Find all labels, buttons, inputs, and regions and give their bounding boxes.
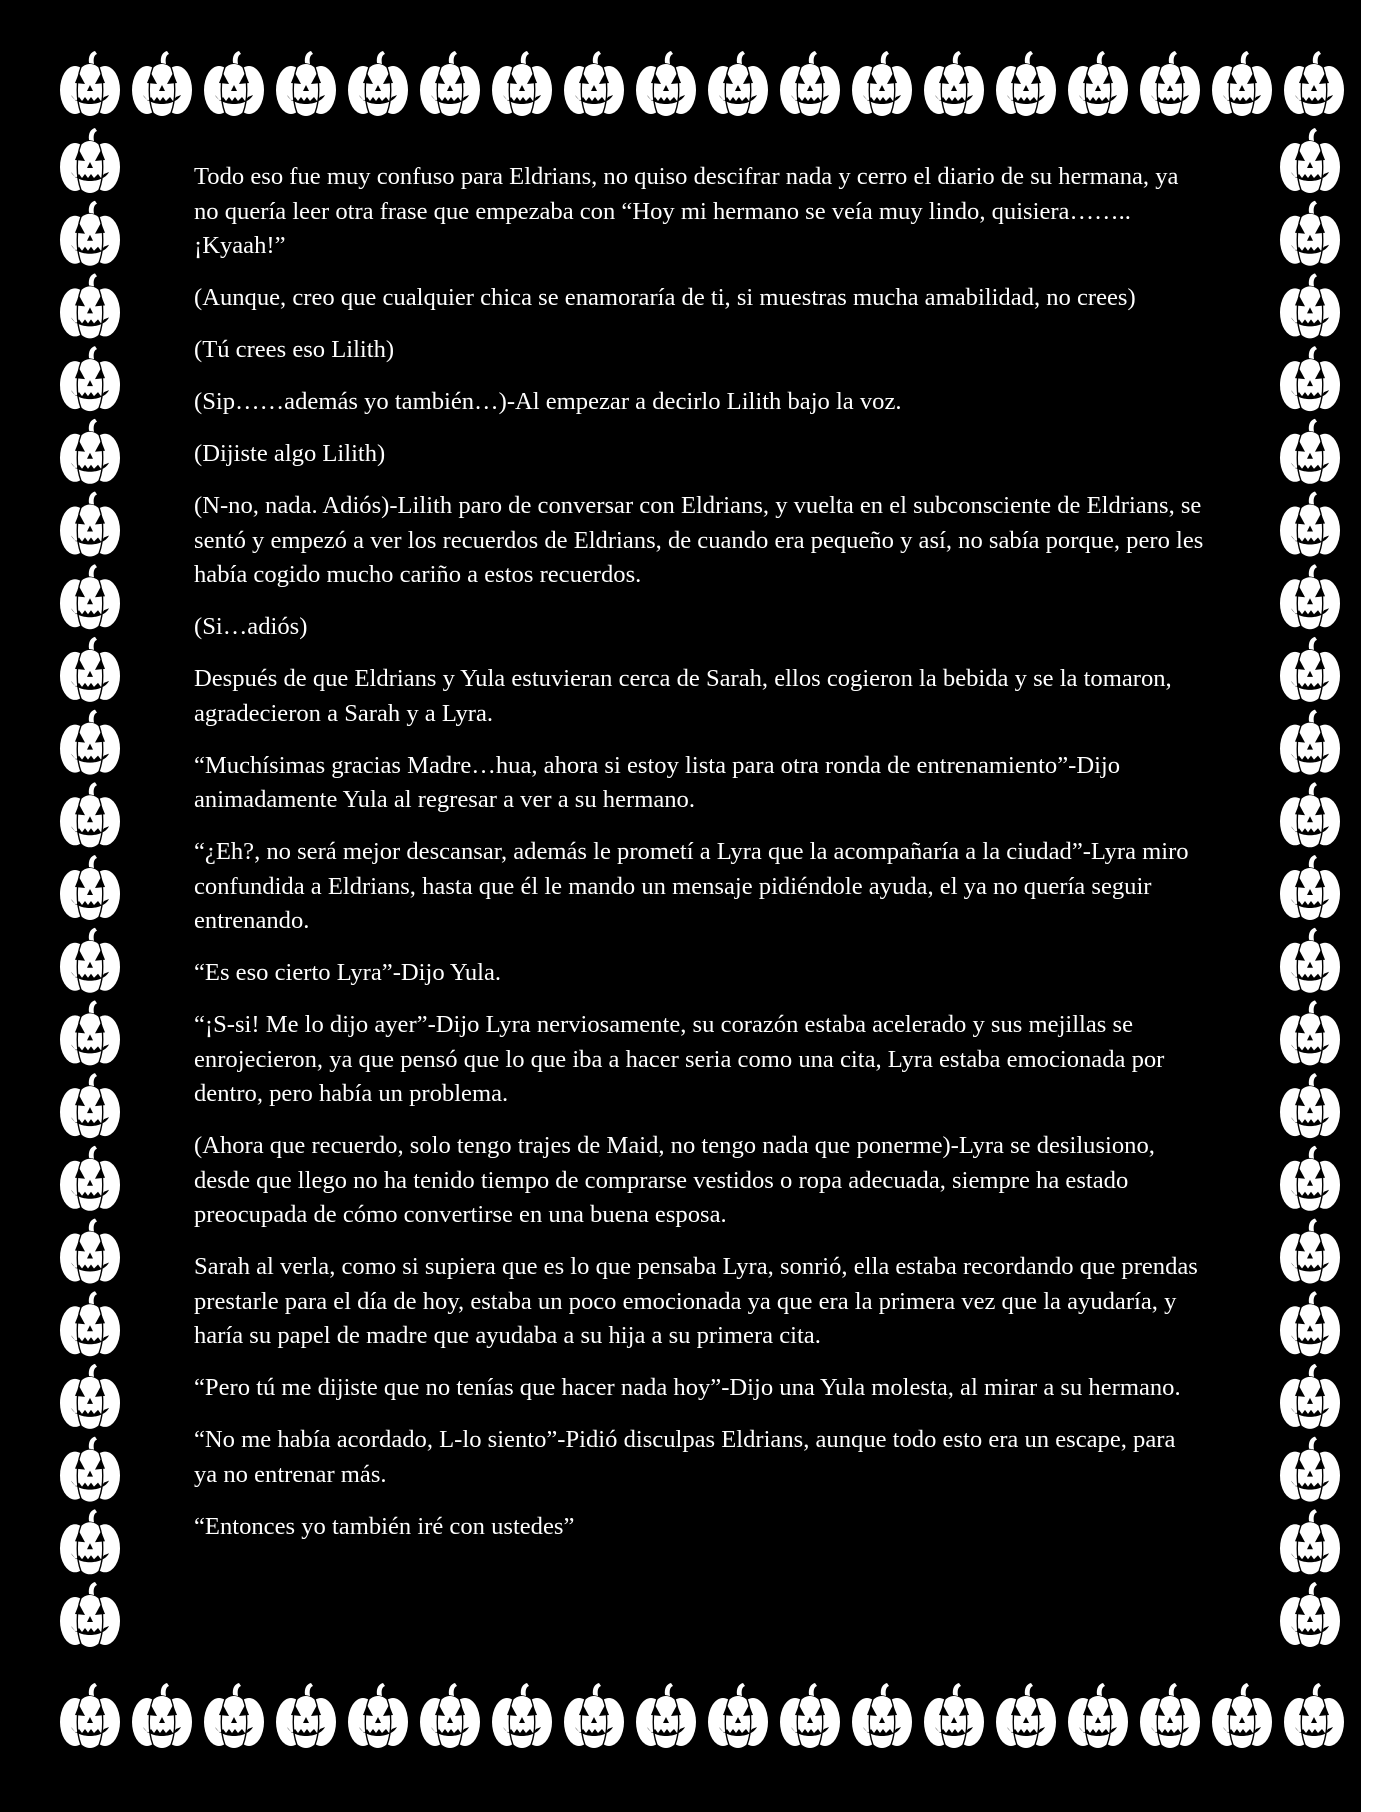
- jack-o-lantern-icon: [1068, 51, 1128, 116]
- jack-o-lantern-icon: [1284, 51, 1344, 116]
- jack-o-lantern-icon: [1280, 128, 1340, 193]
- jack-o-lantern-icon: [1212, 1683, 1272, 1748]
- jack-o-lantern-icon: [60, 1000, 120, 1065]
- jack-o-lantern-icon: [852, 51, 912, 116]
- jack-o-lantern-icon: [60, 419, 120, 484]
- jack-o-lantern-icon: [348, 51, 408, 116]
- jack-o-lantern-icon: [996, 51, 1056, 116]
- jack-o-lantern-icon: [1280, 419, 1340, 484]
- jack-o-lantern-icon: [1212, 51, 1272, 116]
- jack-o-lantern-icon: [1068, 1683, 1128, 1748]
- story-paragraph: (Aunque, creo que cualquier chica se enamoraría de ti, si muestras mucha amabilidad, no crees): [194, 284, 1136, 311]
- jack-o-lantern-icon: [636, 51, 696, 116]
- story-paragraph: Después de que Eldrians y Yula estuvieran cerca de Sarah, ellos cogieron la bebida y se la tomaron, agradecieron a Sarah y a Lyra.: [194, 665, 1172, 727]
- jack-o-lantern-icon: [1280, 928, 1340, 993]
- story-paragraph: Todo eso fue muy confuso para Eldrians, no quiso descifrar nada y cerro el diario de su hermana, ya no quería leer otra frase que empezaba con “Hoy mi hermano se veía muy lindo, quisiera……..¡Kyaah!”: [194, 163, 1179, 259]
- jack-o-lantern-icon: [60, 637, 120, 702]
- jack-o-lantern-icon: [348, 1683, 408, 1748]
- jack-o-lantern-icon: [924, 1683, 984, 1748]
- story-paragraph: (Tú crees eso Lilith): [194, 336, 395, 363]
- jack-o-lantern-icon: [60, 1219, 120, 1284]
- jack-o-lantern-icon: [1280, 1000, 1340, 1065]
- jack-o-lantern-icon: [1140, 51, 1200, 116]
- jack-o-lantern-icon: [60, 1146, 120, 1211]
- jack-o-lantern-icon: [60, 855, 120, 920]
- jack-o-lantern-icon: [1280, 1219, 1340, 1284]
- story-paragraph: Sarah al verla, como si supiera que es lo que pensaba Lyra, sonrió, ella estaba recordando que prendas prestarle para el día de hoy, estaba un poco emocionada ya que era la primera vez que la ayudaría, y haría su papel de madre que ayudaba a su hija a su primera cita.: [194, 1253, 1198, 1349]
- story-paragraph: “Entonces yo también iré con ustedes”: [194, 1512, 575, 1540]
- story-text: [194, 160, 1204, 1562]
- jack-o-lantern-icon: [276, 1683, 336, 1748]
- jack-o-lantern-icon: [636, 1683, 696, 1748]
- story-paragraph: (Ahora que recuerdo, solo tengo trajes de Maid, no tengo nada que ponerme)-Lyra se desilusiono, desde que llego no ha tenido tiempo de comprarse vestidos o ropa adecuada, siempre ha estado preocupada de cómo convertirse en una buena esposa.: [194, 1132, 1155, 1228]
- jack-o-lantern-icon: [60, 273, 120, 338]
- jack-o-lantern-icon: [1280, 1146, 1340, 1211]
- jack-o-lantern-icon: [204, 1683, 264, 1748]
- story-paragraph: (N-no, nada. Adiós)-Lilith paro de conversar con Eldrians, y vuelta en el subconsciente de Eldrians, se sentó y empezó a ver los recuerdos de Eldrians, de cuando era pequeño y así, no sabía porque, pero les había cogido mucho cariño a estos recuerdos.: [194, 492, 1204, 588]
- jack-o-lantern-icon: [852, 1683, 912, 1748]
- jack-o-lantern-icon: [60, 346, 120, 411]
- jack-o-lantern-icon: [492, 51, 552, 116]
- story-paragraph: “Muchísimas gracias Madre…hua, ahora si estoy lista para otra ronda de entrenamiento”-Dijo animadamente Yula al regresar a ver a su hermano.: [194, 751, 1121, 813]
- jack-o-lantern-icon: [60, 564, 120, 629]
- jack-o-lantern-icon: [60, 51, 120, 116]
- jack-o-lantern-icon: [60, 1582, 120, 1647]
- jack-o-lantern-icon: [780, 51, 840, 116]
- story-paragraph: (Si…adiós): [194, 613, 308, 640]
- jack-o-lantern-icon: [276, 51, 336, 116]
- jack-o-lantern-icon: [1280, 1073, 1340, 1138]
- jack-o-lantern-icon: [60, 782, 120, 847]
- jack-o-lantern-icon: [1280, 346, 1340, 411]
- jack-o-lantern-icon: [1280, 1364, 1340, 1429]
- story-paragraph: “¿Eh?, no será mejor descansar, además le prometí a Lyra que la acompañaría a la ciudad”-Lyra miro confundida a Eldrians, hasta que él le mando un mensaje pidiéndole ayuda, el ya no quería seguir entrenando.: [194, 838, 1189, 934]
- story-paragraph: (Sip……además yo también…)-Al empezar a decirlo Lilith bajo la voz.: [194, 388, 902, 415]
- jack-o-lantern-icon: [924, 51, 984, 116]
- jack-o-lantern-icon: [60, 1437, 120, 1502]
- story-paragraph: “¡S-si! Me lo dijo ayer”-Dijo Lyra nerviosamente, su corazón estaba acelerado y sus mejillas se enrojecieron, ya que pensó que lo que iba a hacer seria como una cita, Lyra estaba emocionada por dentro, pero había un problema.: [194, 1011, 1165, 1107]
- jack-o-lantern-icon: [132, 1683, 192, 1748]
- jack-o-lantern-icon: [60, 1073, 120, 1138]
- jack-o-lantern-icon: [1280, 710, 1340, 775]
- jack-o-lantern-icon: [204, 51, 264, 116]
- jack-o-lantern-icon: [60, 201, 120, 266]
- jack-o-lantern-icon: [564, 51, 624, 116]
- jack-o-lantern-icon: [1280, 492, 1340, 557]
- jack-o-lantern-icon: [420, 1683, 480, 1748]
- story-paragraph: (Dijiste algo Lilith): [194, 440, 386, 467]
- jack-o-lantern-icon: [1280, 1509, 1340, 1574]
- jack-o-lantern-icon: [60, 710, 120, 775]
- jack-o-lantern-icon: [1280, 1437, 1340, 1502]
- jack-o-lantern-icon: [996, 1683, 1056, 1748]
- jack-o-lantern-icon: [60, 1509, 120, 1574]
- jack-o-lantern-icon: [708, 51, 768, 116]
- jack-o-lantern-icon: [60, 1291, 120, 1356]
- jack-o-lantern-icon: [492, 1683, 552, 1748]
- jack-o-lantern-icon: [60, 128, 120, 193]
- jack-o-lantern-icon: [1280, 1582, 1340, 1647]
- jack-o-lantern-icon: [1280, 782, 1340, 847]
- jack-o-lantern-icon: [420, 51, 480, 116]
- jack-o-lantern-icon: [1280, 1291, 1340, 1356]
- jack-o-lantern-icon: [132, 51, 192, 116]
- jack-o-lantern-icon: [1280, 637, 1340, 702]
- jack-o-lantern-icon: [780, 1683, 840, 1748]
- story-paragraph: “Pero tú me dijiste que no tenías que hacer nada hoy”-Dijo una Yula molesta, al mirar a su hermano.: [194, 1374, 1181, 1401]
- jack-o-lantern-icon: [564, 1683, 624, 1748]
- story-paragraph: “Es eso cierto Lyra”-Dijo Yula.: [194, 959, 502, 986]
- jack-o-lantern-icon: [60, 492, 120, 557]
- jack-o-lantern-icon: [60, 1364, 120, 1429]
- jack-o-lantern-icon: [1280, 855, 1340, 920]
- jack-o-lantern-icon: [1280, 201, 1340, 266]
- jack-o-lantern-icon: [1140, 1683, 1200, 1748]
- jack-o-lantern-icon: [1284, 1683, 1344, 1748]
- jack-o-lantern-icon: [60, 1683, 120, 1748]
- jack-o-lantern-icon: [1280, 273, 1340, 338]
- story-paragraph: “No me había acordado, L-lo siento”-Pidió disculpas Eldrians, aunque todo esto era un escape, para ya no entrenar más.: [194, 1426, 1176, 1488]
- jack-o-lantern-icon: [708, 1683, 768, 1748]
- jack-o-lantern-icon: [1280, 564, 1340, 629]
- jack-o-lantern-icon: [60, 928, 120, 993]
